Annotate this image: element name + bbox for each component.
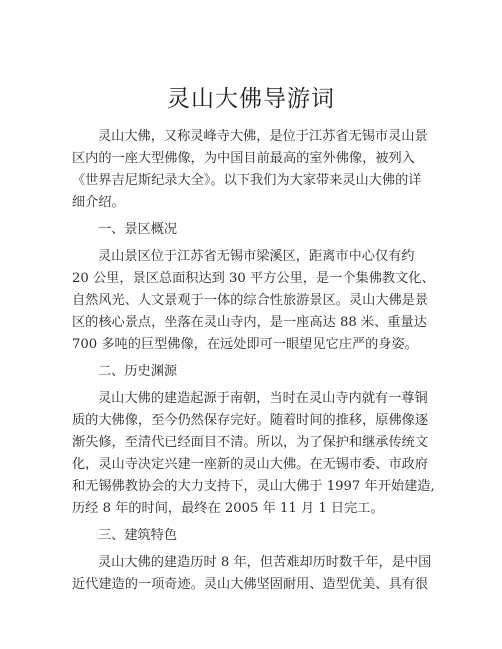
text-line: 灵山大佛的建造历时 8 年，但苦难却历时数千年，是中国 (98, 555, 432, 570)
text-line: 和无锡佛教协会的大力支持下，灵山大佛于 1997 年开始建造, (72, 479, 435, 494)
text-line: 化，灵山寺决定兴建一座新的灵山大佛。在无锡市委、市政府 (72, 457, 429, 472)
text-line: 近代建造的一项奇迹。灵山大佛坚固耐用、造型优美、具有很 (72, 577, 429, 592)
text-line: 700 多吨的巨型佛像，在远处即可一眼望见它庄严的身姿。 (72, 337, 418, 352)
text-line: 灵山景区位于江苏省无锡市梁溪区，距离市中心仅有约 (98, 249, 415, 264)
section-heading: 二、历史渊源 (98, 364, 178, 379)
section-heading: 一、景区概况 (98, 222, 178, 237)
text-line: 渐失修，至清代已经面目不清。所以，为了保护和继承传统文 (72, 435, 429, 450)
text-line: 区的核心景点，坐落在灵山寺内，是一座高达 88 米、重量达 (72, 315, 427, 330)
text-line: 区内的一座大型佛像，为中国目前最高的室外佛像，被列入 (72, 151, 415, 166)
text-line: 细介绍。 (72, 195, 125, 210)
text-line: 20 公里，景区总面积达到 30 平方公里，是一个集佛教文化、 (72, 271, 435, 286)
text-line: 灵山大佛的建造起源于南朝，当时在灵山寺内就有一尊铜 (98, 391, 428, 406)
text-line: 自然风光、人文景观于一体的综合性旅游景区。灵山大佛是景 (72, 293, 429, 308)
text-line: 灵山大佛，又称灵峰寺大佛，是位于江苏省无锡市灵山景 (98, 129, 428, 144)
section-heading: 三、建筑特色 (98, 528, 178, 543)
document-title: 灵山大佛导游词 (167, 86, 335, 112)
text-line: 质的大佛像，至今仍然保存完好。随着时间的推移，原佛像逐 (72, 413, 429, 428)
text-line: 《世界吉尼斯纪录大全》。以下我们为大家带来灵山大佛的详 (72, 173, 422, 188)
text-line: 历经 8 年的时间，最终在 2005 年 11 月 1 日完工。 (72, 501, 384, 516)
